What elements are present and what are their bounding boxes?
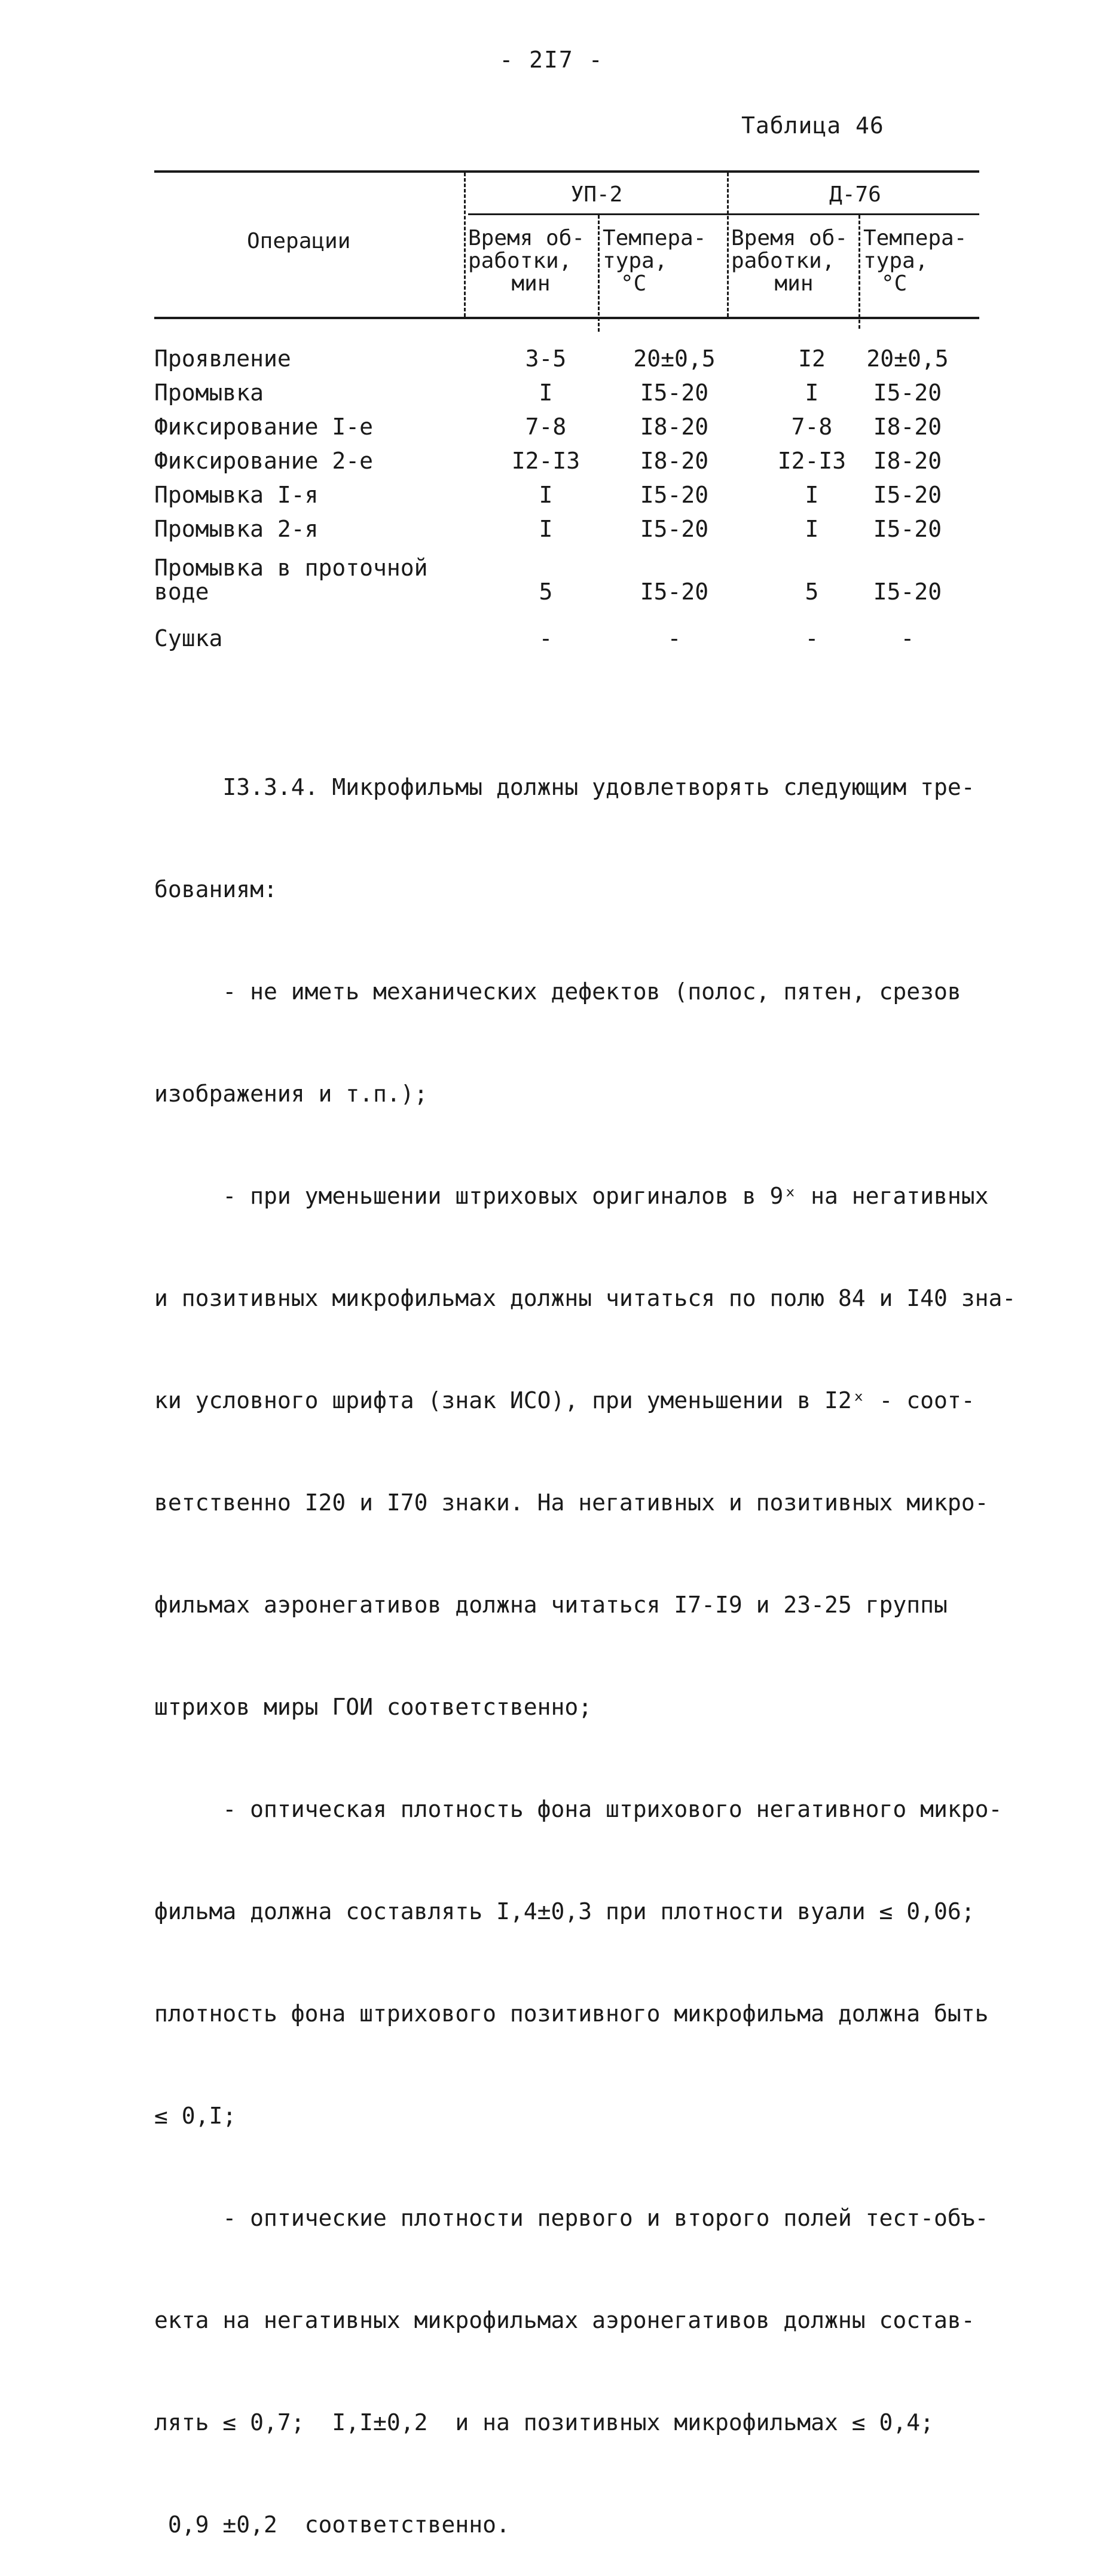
table-caption: Таблица 46 <box>741 112 884 139</box>
header-temp-d76-l2: тура, <box>863 249 928 273</box>
body-line: I3.3.4. Микрофильмы должны удовлетворять следующим тре- <box>154 774 975 800</box>
body-line: изображения и т.п.); <box>154 1081 428 1107</box>
header-time-d76-l2: работки, <box>731 249 835 273</box>
d76-time-cell: I <box>805 516 819 542</box>
d76-temp-cell: I5-20 <box>873 380 942 406</box>
header-temp-up2-l3: °С <box>621 271 647 296</box>
d76-temp-cell: I8-20 <box>873 448 942 474</box>
d76-time-cell: 7-8 <box>791 414 833 440</box>
up2-temp-cell: 20±0,5 <box>633 345 716 372</box>
operation-cell: Сушка <box>154 625 223 651</box>
body-line: бованиям: <box>154 876 277 902</box>
d76-time-cell: I2-I3 <box>777 448 847 474</box>
header-group-d76: Д-76 <box>829 182 881 207</box>
body-line: екта на негативных микрофильмах аэронегативов должны состав- <box>154 2307 975 2333</box>
body-text <box>154 702 1016 2576</box>
up2-time-cell: 5 <box>539 579 553 605</box>
body-line: 0,9 ±0,2 соответственно. <box>154 2511 510 2538</box>
d76-time-cell: I <box>805 482 819 508</box>
header-group-up2: УП-2 <box>570 182 623 207</box>
up2-time-cell: - <box>539 625 553 651</box>
up2-temp-cell: - <box>667 625 682 651</box>
up2-temp-cell: I8-20 <box>640 414 709 440</box>
operation-cell: Промывка <box>154 380 264 406</box>
operation-cell: Промывка I-я <box>154 482 319 508</box>
d76-temp-cell: I5-20 <box>873 579 942 605</box>
column-divider <box>858 215 860 329</box>
body-line: ≤ 0,I; <box>154 2103 237 2129</box>
table-top-rule <box>154 170 979 173</box>
header-temp-d76-l1: Темпера- <box>863 226 967 250</box>
header-temp-d76-l3: °С <box>881 271 908 296</box>
body-line: и позитивных микрофильмах должны читаться по полю 84 и I40 зна- <box>154 1285 1016 1311</box>
body-line: - оптические плотности первого и второго полей тест-объ- <box>154 2205 989 2231</box>
header-time-d76-l3: мин <box>774 271 814 296</box>
page-number: - 2I7 - <box>499 47 604 73</box>
body-line: ки условного шрифта (знак ИСО), при уменьшении в I2ˣ - соот- <box>154 1387 975 1414</box>
up2-time-cell: 3-5 <box>525 345 567 372</box>
body-line: фильма должна составлять I,4±0,3 при плотности вуали ≤ 0,06; <box>154 1898 975 1925</box>
up2-temp-cell: I5-20 <box>640 516 709 542</box>
d76-time-cell: 5 <box>805 579 819 605</box>
up2-time-cell: 7-8 <box>525 414 567 440</box>
d76-temp-cell: - <box>900 625 915 651</box>
header-temp-up2-l1: Темпера- <box>603 226 707 250</box>
up2-temp-cell: I8-20 <box>640 448 709 474</box>
body-line: плотность фона штрихового позитивного микрофильма должна быть <box>154 2000 989 2027</box>
header-time-up2-l2: работки, <box>468 249 572 273</box>
d76-temp-cell: 20±0,5 <box>866 345 949 372</box>
up2-time-cell: I <box>539 482 553 508</box>
up2-temp-cell: I5-20 <box>640 579 709 605</box>
header-time-d76-l1: Время об- <box>731 226 848 250</box>
body-line: - оптическая плотность фона штрихового негативного микро- <box>154 1796 1003 1822</box>
header-time-up2-l3: мин <box>511 271 551 296</box>
column-divider <box>464 173 466 317</box>
operation-cell: Фиксирование 2-е <box>154 448 374 474</box>
d76-time-cell: I2 <box>798 345 826 372</box>
body-line: - при уменьшении штриховых оригиналов в 9ˣ на негативных <box>154 1183 989 1209</box>
operation-cell: Промывка в проточной воде <box>154 555 428 605</box>
d76-temp-cell: I5-20 <box>873 516 942 542</box>
column-divider <box>598 215 600 332</box>
column-divider <box>727 173 729 317</box>
body-line: - не иметь механических дефектов (полос, пятен, срезов <box>154 978 961 1005</box>
header-temp-up2-l2: тура, <box>603 249 668 273</box>
table-group-rule <box>468 213 979 215</box>
d76-temp-cell: I5-20 <box>873 482 942 508</box>
header-operations: Операции <box>247 229 351 253</box>
operation-cell: Промывка 2-я <box>154 516 319 542</box>
up2-time-cell: I <box>539 380 553 406</box>
d76-time-cell: I <box>805 380 819 406</box>
up2-temp-cell: I5-20 <box>640 482 709 508</box>
body-line: штрихов миры ГОИ соответственно; <box>154 1694 592 1720</box>
up2-time-cell: I <box>539 516 553 542</box>
body-line: лять ≤ 0,7; I,I±0,2 и на позитивных микрофильмах ≤ 0,4; <box>154 2409 934 2436</box>
header-time-up2-l1: Время об- <box>468 226 585 250</box>
operation-cell: Проявление <box>154 345 291 372</box>
up2-temp-cell: I5-20 <box>640 380 709 406</box>
d76-temp-cell: I8-20 <box>873 414 942 440</box>
body-line: ветственно I20 и I70 знаки. На негативных и позитивных микро- <box>154 1489 989 1516</box>
operation-cell: Фиксирование I-е <box>154 414 374 440</box>
up2-time-cell: I2-I3 <box>511 448 580 474</box>
d76-time-cell: - <box>805 625 819 651</box>
body-line: фильмах аэронегативов должна читаться I7-I9 и 23-25 группы <box>154 1592 948 1618</box>
table-header-rule <box>154 317 979 319</box>
